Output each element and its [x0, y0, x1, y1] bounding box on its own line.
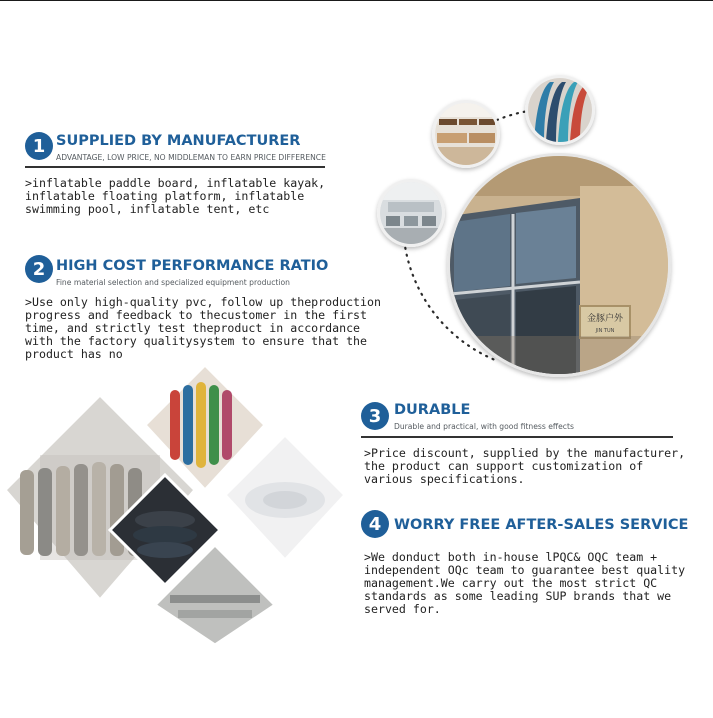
- section-4-body: >We donduct both in-house lPQC& OQC team + independent OQc team to guarantee best quality management.We carry out the most strict QC standards as some leading SUP brands that we served for.: [364, 550, 686, 616]
- section-3-title: DURABLE: [394, 402, 471, 418]
- product-collage: [0, 360, 360, 650]
- paddle-boards-photo: [525, 75, 595, 145]
- section-2-body: >Use only high-quality pvc, follow up theproduction progress and feedback to thecustomer in the first time, and strictly test theproduct in accordance with the factory qualitysystem to ensure that the product has no: [25, 295, 381, 361]
- section-1-title: SUPPLIED BY MANUFACTURER: [56, 133, 301, 149]
- section-2-subtitle: Fine material selection and specialized equipment production: [56, 278, 290, 287]
- section-3-body: >Price discount, supplied by the manufacturer, the product can support customization of various specifications.: [364, 446, 686, 486]
- section-3-number-badge: 3: [361, 402, 389, 430]
- section-1-divider: [25, 166, 325, 168]
- factory-sign-cn: 金豚户外: [586, 314, 624, 324]
- top-border-line: [0, 0, 713, 1]
- section-3-subtitle: Durable and practical, with good fitness effects: [394, 422, 574, 431]
- factory-sign-en: JIN TUN: [595, 328, 615, 334]
- section-2-number-badge: 2: [25, 255, 53, 283]
- section-4-number-badge: 4: [361, 510, 389, 538]
- section-1-number-badge: 1: [25, 132, 53, 160]
- section-1-body: >inflatable paddle board, inflatable kayak, inflatable floating platform, inflatable swimming pool, inflatable tent, etc: [25, 176, 326, 216]
- section-4-title: WORRY FREE AFTER-SALES SERVICE: [394, 517, 689, 533]
- section-2-title: HIGH COST PERFORMANCE RATIO: [56, 258, 329, 274]
- office-interior-photo: [377, 179, 445, 247]
- factory-building-photo: [447, 153, 671, 377]
- workshop-photo: [432, 100, 500, 168]
- material-closeup-photo: [225, 435, 345, 560]
- section-1-subtitle: ADVANTAGE, LOW PRICE, NO MIDDLEMAN TO EARN PRICE DIFFERENCE: [56, 153, 326, 162]
- section-3-divider: [361, 436, 673, 438]
